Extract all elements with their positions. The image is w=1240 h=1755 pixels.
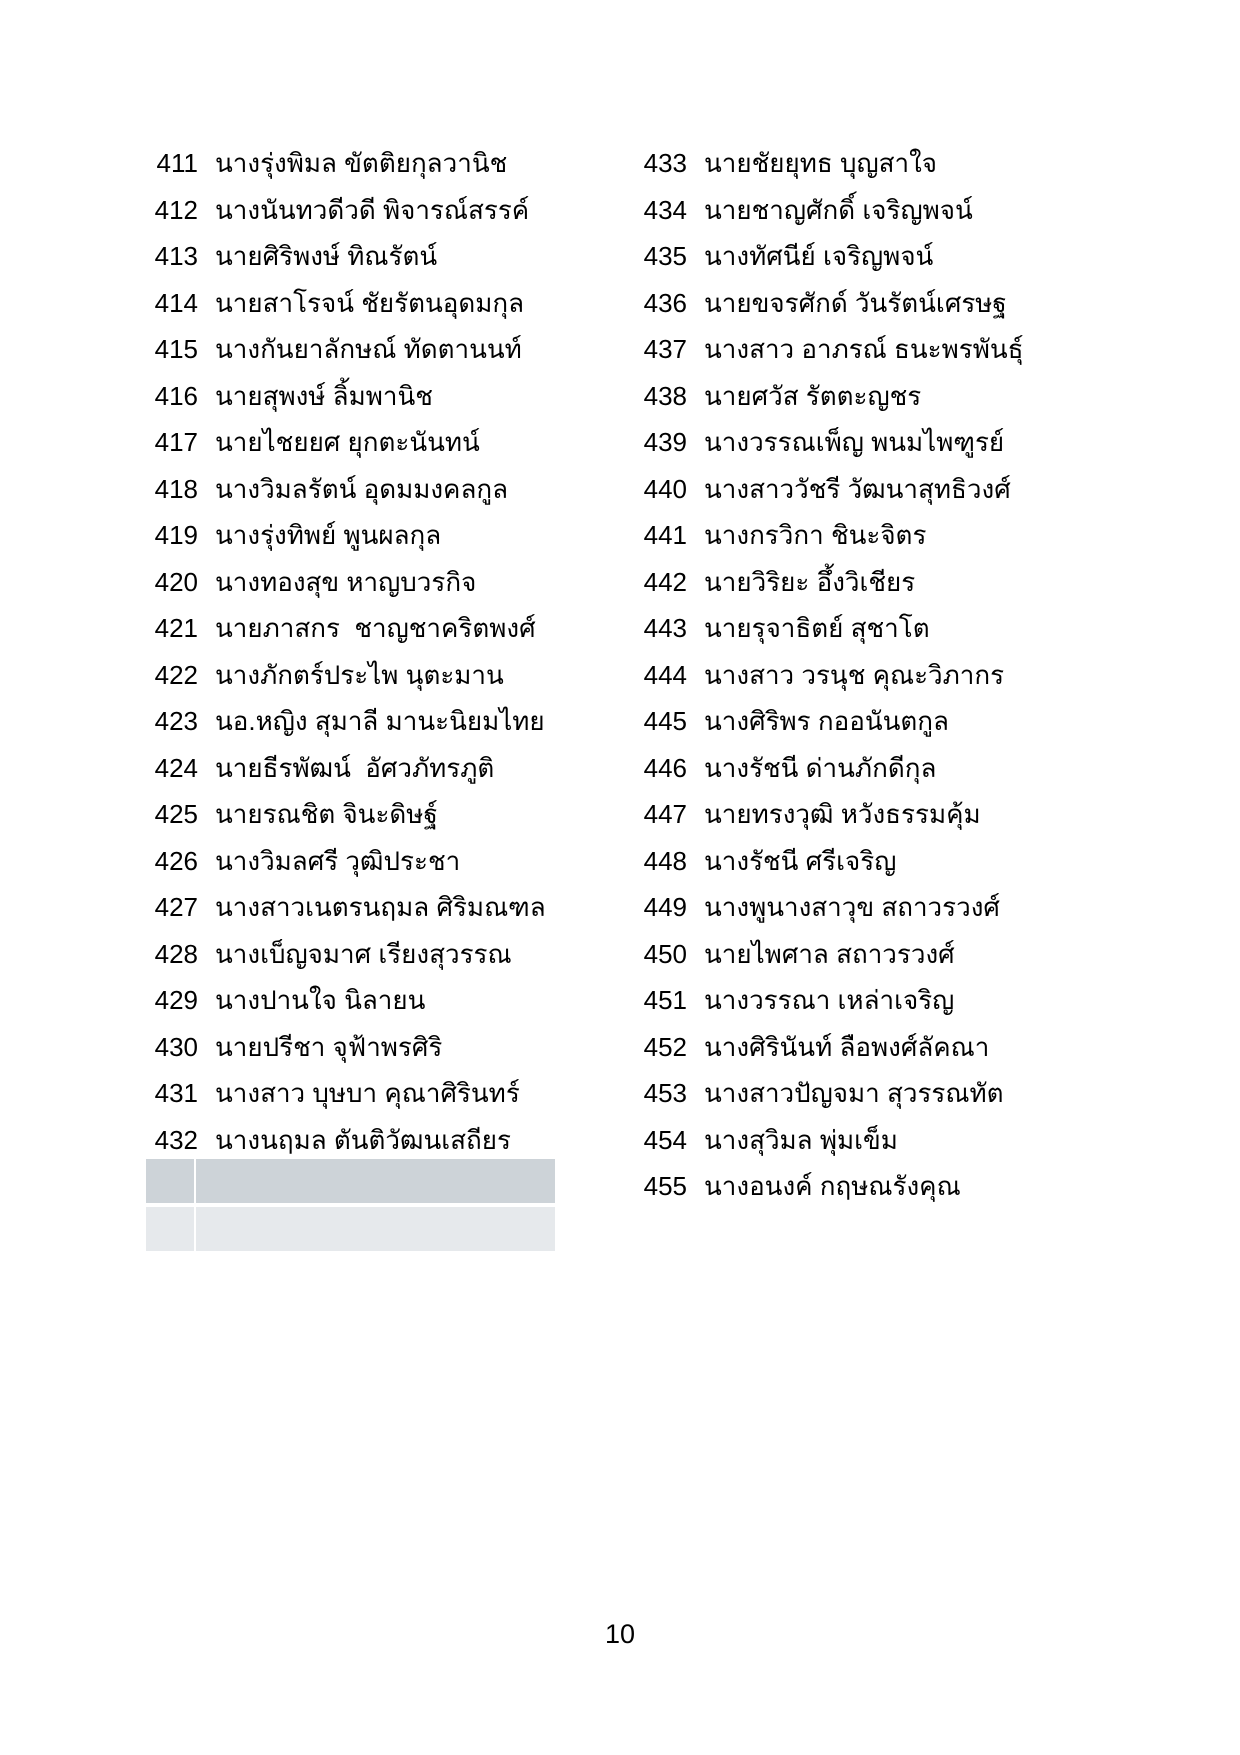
page-number: 10 bbox=[604, 1619, 636, 1649]
entry-number: 441 bbox=[643, 520, 687, 550]
list-item bbox=[141, 518, 611, 565]
empty-name-cell bbox=[196, 1207, 555, 1251]
entry-number: 446 bbox=[643, 752, 687, 783]
entry-name: นายรณชิต จินะดิษฐ์ bbox=[215, 799, 438, 829]
entry-number: 435 bbox=[643, 241, 687, 271]
entry-name: นายสาโรจน์ ชัยรัตนอุดมกุล bbox=[215, 287, 525, 318]
entry-name: นายขจรศักด์ วันรัตน์เศรษฐ bbox=[704, 287, 1007, 318]
entry-name: นางทองสุข หาญบวรกิจ bbox=[215, 566, 477, 597]
entry-number: 433 bbox=[643, 148, 687, 178]
entry-number: 415 bbox=[154, 334, 198, 364]
list-item bbox=[630, 704, 1150, 751]
list-item bbox=[630, 658, 1150, 705]
empty-table-rows bbox=[146, 1159, 556, 1254]
entry-name: นางสาวเนตรนฤมล ศิริมณฑล bbox=[215, 892, 546, 922]
entry-number: 413 bbox=[154, 241, 198, 271]
list-item bbox=[630, 518, 1150, 565]
entry-number: 426 bbox=[154, 845, 198, 876]
entry-name: นางรุ่งทิพย์ พูนผลกุล bbox=[215, 520, 442, 550]
entry-number: 443 bbox=[643, 613, 687, 643]
entry-name: นางอนงค์ กฤษณรังคุณ bbox=[704, 1171, 961, 1201]
entry-name: นายรุจาธิตย์ สุชาโต bbox=[704, 613, 930, 643]
list-item bbox=[141, 332, 611, 379]
list-item bbox=[630, 379, 1150, 426]
entry-number: 439 bbox=[643, 427, 687, 457]
empty-table-row bbox=[146, 1207, 556, 1251]
entry-name: นางสาว บุษบา คุณาศิรินทร์ bbox=[215, 1078, 520, 1108]
list-item bbox=[141, 844, 611, 891]
entry-number: 437 bbox=[643, 334, 687, 364]
list-item bbox=[141, 472, 611, 519]
entry-name: นายธีรพัฒน์ อัศวภัทรภูติ bbox=[215, 752, 495, 783]
entry-name: นายปรีชา จุฟ้าพรศิริ bbox=[215, 1031, 443, 1062]
entry-name: นางสาวปัญจมา สุวรรณทัต bbox=[704, 1078, 1004, 1108]
list-item bbox=[630, 611, 1150, 658]
entry-name: นายไพศาล สถาวรวงศ์ bbox=[704, 938, 955, 969]
entry-name: นายชัยยุทธ บุญสาใจ bbox=[704, 148, 938, 178]
empty-number-cell bbox=[146, 1207, 194, 1251]
roster-column-left bbox=[141, 146, 611, 1169]
list-item bbox=[630, 472, 1150, 519]
entry-number: 419 bbox=[154, 520, 198, 550]
list-item bbox=[630, 983, 1150, 1030]
entry-number: 425 bbox=[154, 799, 198, 829]
entry-name: นางวรรณเพ็ญ พนมไพฑูรย์ bbox=[704, 427, 1005, 457]
entry-name: นางทัศนีย์ เจริญพจน์ bbox=[704, 241, 934, 271]
list-item bbox=[630, 239, 1150, 286]
list-item bbox=[630, 1030, 1150, 1077]
list-item bbox=[630, 1076, 1150, 1123]
entry-name: นางภักตร์ประไพ นุตะมาน bbox=[215, 659, 504, 690]
entry-number: 432 bbox=[154, 1124, 198, 1155]
list-item bbox=[630, 1123, 1150, 1170]
entry-name: นายสุพงษ์ ลิ้มพานิช bbox=[215, 380, 433, 411]
entry-number: 442 bbox=[643, 566, 687, 597]
list-item bbox=[141, 239, 611, 286]
list-item bbox=[630, 286, 1150, 333]
entry-name: นางนันทวดีวดี พิจารณ์สรรค์ bbox=[215, 194, 530, 225]
entry-number: 438 bbox=[643, 380, 687, 411]
list-item bbox=[141, 658, 611, 705]
entry-name: นางวิมลรัตน์ อุดมมงคลกูล bbox=[215, 473, 509, 504]
entry-number: 427 bbox=[154, 892, 198, 922]
entry-name: นางรัชนี ด่านภักดีกุล bbox=[704, 752, 937, 783]
entry-number: 447 bbox=[643, 799, 687, 829]
entry-name: นางสาววัชรี วัฒนาสุทธิวงศ์ bbox=[704, 473, 1011, 504]
entry-number: 421 bbox=[154, 613, 198, 643]
entry-name: นางสาว วรนุช คุณะวิภากร bbox=[704, 659, 1005, 690]
entry-name: นางนฤมล ตันติวัฒนเสถียร bbox=[215, 1124, 511, 1155]
list-item bbox=[630, 146, 1150, 193]
empty-name-cell bbox=[196, 1159, 555, 1203]
entry-name: นางศิรินันท์ ลือพงศ์ลัคณา bbox=[704, 1031, 990, 1062]
entry-name: นางรุ่งพิมล ขัตติยกุลวานิช bbox=[215, 148, 508, 178]
entry-number: 453 bbox=[643, 1078, 687, 1108]
entry-number: 449 bbox=[643, 892, 687, 922]
entry-number: 444 bbox=[643, 659, 687, 690]
entry-name: นางสุวิมล พุ่มเข็ม bbox=[704, 1124, 898, 1155]
entry-number: 414 bbox=[154, 287, 198, 318]
entry-number: 452 bbox=[643, 1031, 687, 1062]
entry-number: 411 bbox=[156, 148, 198, 178]
list-item bbox=[141, 565, 611, 612]
list-item bbox=[141, 704, 611, 751]
entry-number: 451 bbox=[643, 985, 687, 1015]
roster-column-right bbox=[630, 146, 1150, 1216]
entry-number: 424 bbox=[154, 752, 198, 783]
list-item bbox=[141, 193, 611, 240]
entry-name: นางวิมลศรี วุฒิประชา bbox=[215, 845, 461, 876]
list-item bbox=[141, 379, 611, 426]
entry-number: 434 bbox=[643, 194, 687, 225]
entry-number: 455 bbox=[643, 1171, 687, 1201]
list-item bbox=[141, 890, 611, 937]
entry-name: นางเบ็ญจมาศ เรียงสุวรรณ bbox=[215, 938, 512, 969]
entry-number: 418 bbox=[154, 473, 198, 504]
list-item bbox=[141, 1030, 611, 1077]
entry-number: 440 bbox=[643, 473, 687, 504]
entry-number: 448 bbox=[643, 845, 687, 876]
list-item bbox=[630, 425, 1150, 472]
entry-name: นางกรวิกา ชินะจิตร bbox=[704, 520, 927, 550]
entry-name: นายวิริยะ อึ้งวิเชียร bbox=[704, 566, 916, 597]
list-item bbox=[141, 797, 611, 844]
empty-table-row bbox=[146, 1159, 556, 1203]
entry-name: นายศิริพงษ์ ทิณรัตน์ bbox=[215, 241, 438, 271]
list-item bbox=[630, 751, 1150, 798]
list-item bbox=[141, 751, 611, 798]
entry-name: นางรัชนี ศรีเจริญ bbox=[704, 845, 897, 876]
entry-name: นายทรงวุฒิ หวังธรรมคุ้ม bbox=[704, 799, 981, 829]
list-item bbox=[630, 565, 1150, 612]
entry-number: 431 bbox=[154, 1078, 198, 1108]
entry-name: นางปานใจ นิลายน bbox=[215, 985, 426, 1015]
list-item bbox=[141, 425, 611, 472]
entry-name: นายชาญศักดิ์ เจริญพจน์ bbox=[704, 194, 973, 225]
entry-name: นางกันยาลักษณ์ ทัดตานนท์ bbox=[215, 334, 522, 364]
entry-number: 450 bbox=[643, 938, 687, 969]
entry-number: 428 bbox=[154, 938, 198, 969]
entry-number: 445 bbox=[643, 706, 687, 736]
list-item bbox=[630, 1169, 1150, 1216]
list-item bbox=[630, 890, 1150, 937]
entry-name: นางพูนางสาวุข สถาวรวงศ์ bbox=[704, 892, 1000, 922]
entry-number: 454 bbox=[643, 1124, 687, 1155]
entry-number: 422 bbox=[154, 659, 198, 690]
list-item bbox=[141, 286, 611, 333]
entry-number: 420 bbox=[154, 566, 198, 597]
list-item bbox=[630, 937, 1150, 984]
entry-number: 423 bbox=[154, 706, 198, 736]
list-item bbox=[630, 193, 1150, 240]
entry-name: นางวรรณา เหล่าเจริญ bbox=[704, 985, 955, 1015]
entry-name: นอ.หญิง สุมาลี มานะนิยมไทย bbox=[215, 706, 545, 736]
entry-name: นายภาสกร ชาญชาคริตพงศ์ bbox=[215, 613, 536, 643]
entry-name: นายไชยยศ ยุกตะนันทน์ bbox=[215, 427, 480, 457]
entry-number: 416 bbox=[154, 380, 198, 411]
list-item bbox=[630, 332, 1150, 379]
entry-number: 430 bbox=[154, 1031, 198, 1062]
entry-number: 436 bbox=[643, 287, 687, 318]
list-item bbox=[141, 983, 611, 1030]
entry-number: 417 bbox=[154, 427, 198, 457]
entry-name: นายศวัส รัตตะญชร bbox=[704, 380, 922, 411]
list-item bbox=[141, 611, 611, 658]
entry-name: นางสาว อาภรณ์ ธนะพรพันธุ์ bbox=[704, 334, 1024, 364]
list-item bbox=[141, 1076, 611, 1123]
entry-number: 412 bbox=[154, 194, 198, 225]
list-item bbox=[630, 797, 1150, 844]
list-item bbox=[630, 844, 1150, 891]
entry-name: นางศิริพร กออนันตกูล bbox=[704, 706, 949, 736]
entry-number: 429 bbox=[154, 985, 198, 1015]
empty-number-cell bbox=[146, 1159, 194, 1203]
list-item bbox=[141, 146, 611, 193]
list-item bbox=[141, 937, 611, 984]
